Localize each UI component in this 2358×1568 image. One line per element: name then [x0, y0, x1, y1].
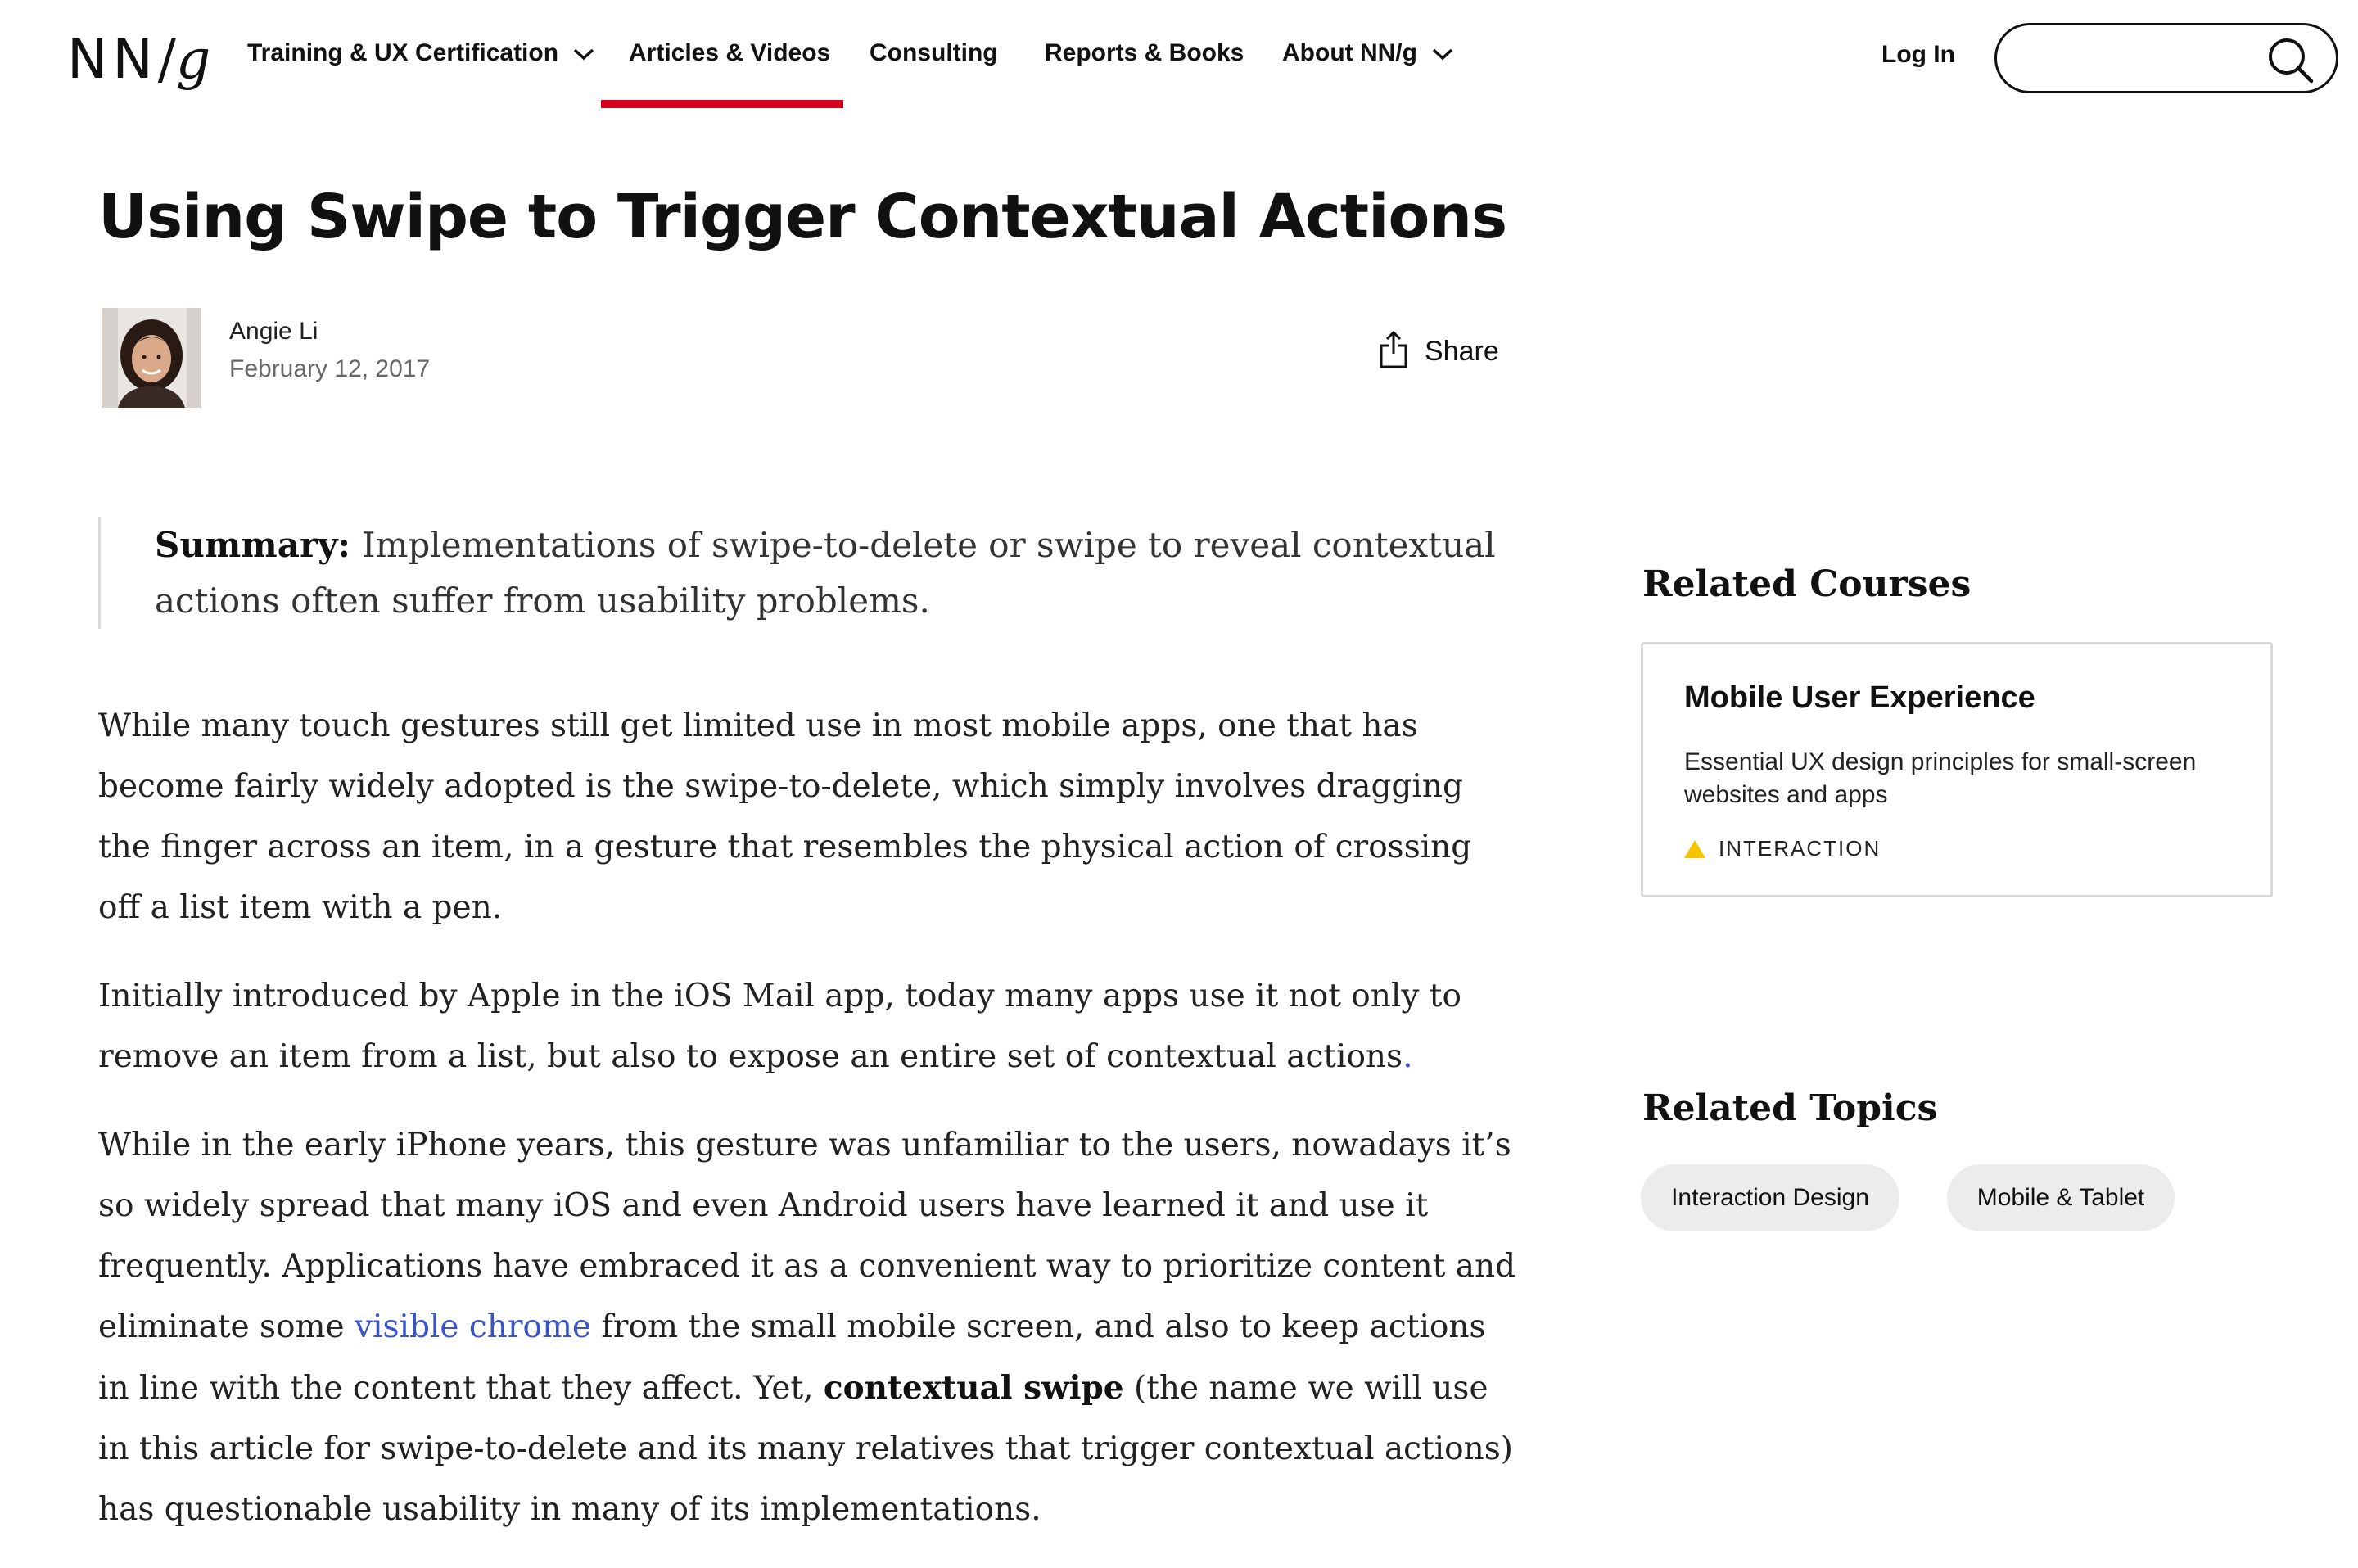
nav-about-label: About NN/g	[1282, 39, 1417, 66]
nav-consulting[interactable]	[870, 39, 998, 67]
nav-articles-videos[interactable]	[629, 39, 830, 67]
nav-reports-books[interactable]	[1045, 39, 1244, 67]
course-description: Essential UX design principles for small-screen websites and apps	[1684, 748, 2197, 808]
summary-text: Implementations of swipe-to-delete or swipe to reveal contextual actions often suffer from usability problems.	[155, 525, 1496, 621]
warning-triangle-icon	[1684, 840, 1705, 858]
course-title[interactable]: Mobile User Experience	[1684, 680, 2035, 715]
paragraph-2	[98, 966, 1523, 1087]
article-title: Using Swipe to Trigger Contextual Actions	[98, 182, 1507, 252]
related-courses-heading: Related Courses	[1642, 563, 1972, 605]
site-header	[0, 0, 2358, 115]
nav-consulting-label: Consulting	[870, 39, 998, 66]
nav-about[interactable]	[1282, 39, 1453, 67]
search-box[interactable]	[1994, 23, 2338, 93]
nav-reports-label: Reports & Books	[1045, 39, 1244, 66]
logo-g: g	[176, 28, 216, 91]
course-card-mobile-ux[interactable]	[1641, 642, 2273, 897]
nav-training-label: Training & UX Certification	[247, 39, 559, 66]
paragraph-3-part-b: from the small mobile screen, and also to keep actions in line with the content that they affect. Yet,	[98, 1308, 1486, 1407]
contextual-swipe-term: contextual swipe	[823, 1369, 1124, 1407]
author-avatar[interactable]	[102, 308, 201, 408]
course-category-tag	[1684, 836, 1881, 861]
share-button[interactable]	[1379, 331, 1499, 373]
author-name[interactable]: Angie Li	[229, 318, 318, 345]
article-summary	[98, 517, 1515, 629]
search-icon[interactable]	[2265, 35, 2315, 84]
paragraph-3-part-c: (the name we will use in this article for swipe-to-delete and its many relatives that trigger contextual actions) has questionable usability in many of its implementations.	[98, 1370, 1513, 1528]
paragraph-2-end: .	[1403, 1038, 1413, 1075]
share-icon	[1379, 331, 1408, 373]
nav-training[interactable]	[247, 39, 594, 67]
logo-nn: NN	[67, 28, 158, 91]
article-body	[98, 696, 1523, 1568]
summary-lead: Summary:	[155, 525, 350, 565]
related-topics-heading: Related Topics	[1642, 1087, 1938, 1129]
topic-pill-interaction-design[interactable]: Interaction Design	[1641, 1164, 1900, 1231]
login-link[interactable]: Log In	[1881, 41, 1955, 68]
active-nav-indicator	[601, 100, 843, 108]
paragraph-3-part-a: While in the early iPhone years, this gesture was unfamiliar to the users, nowadays it’s so widely spread that many iOS and even Android users have learned it and use it frequently. Applications have embraced it as a convenient way to prioritize content and eliminate some	[98, 1127, 1516, 1345]
course-tag-label: INTERACTION	[1719, 836, 1881, 861]
chevron-down-icon	[1432, 39, 1453, 67]
search-input[interactable]	[2021, 37, 2267, 79]
paragraph-2-text: Initially introduced by Apple in the iOS Mail app, today many apps use it not only to remove an item from a list, but also to expose an entire set of contextual actions	[98, 978, 1461, 1075]
chevron-down-icon	[573, 39, 594, 67]
topic-pill-mobile-tablet[interactable]: Mobile & Tablet	[1947, 1164, 2175, 1231]
nngroup-logo[interactable]	[67, 28, 215, 91]
share-label: Share	[1425, 336, 1499, 367]
publish-date: February 12, 2017	[229, 355, 431, 382]
paragraph-3	[98, 1115, 1523, 1540]
nav-articles-label: Articles & Videos	[629, 39, 831, 66]
visible-chrome-link[interactable]: visible chrome	[354, 1308, 592, 1345]
paragraph-1: While many touch gestures still get limited use in most mobile apps, one that has become fairly widely adopted is the swipe-to-delete, which simply involves dragging the finger across an item, in a gesture that resembles the physical action of crossing off a list item with a pen.	[98, 707, 1472, 926]
logo-slash: /	[157, 28, 176, 91]
